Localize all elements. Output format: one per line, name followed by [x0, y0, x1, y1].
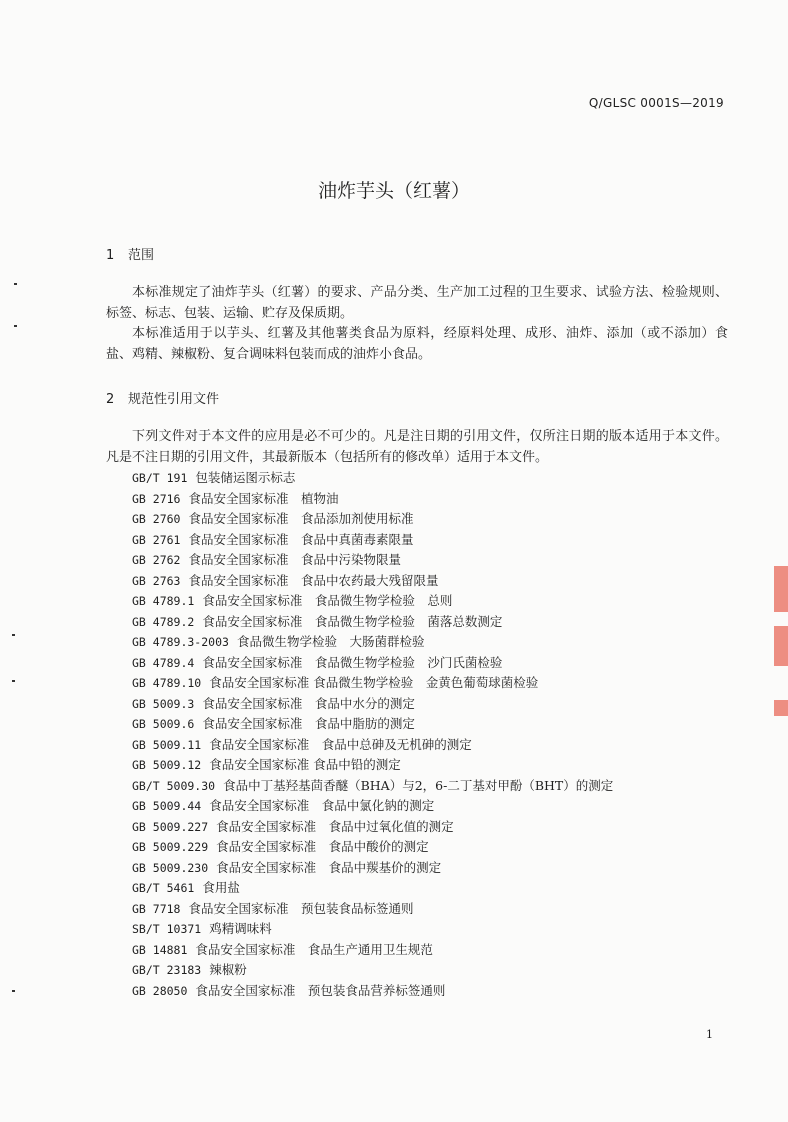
- reference-code: GB/T 5009.30: [132, 778, 216, 793]
- reference-code: GB 4789.10: [132, 676, 202, 690]
- section-1-number: 1: [106, 248, 115, 263]
- reference-item: [132, 571, 613, 592]
- reference-code: GB 2762: [132, 553, 181, 567]
- reference-code: GB 5009.44: [132, 799, 202, 813]
- reference-title: 食品安全国家标准 食品中脂肪的测定: [202, 716, 415, 731]
- standard-code: Q/GLSC 0001S—2019: [588, 96, 724, 110]
- reference-title: 食品安全国家标准 食品中真菌毒素限量: [188, 531, 414, 547]
- reference-title: 食品微生物学检验 大肠菌群检验: [236, 634, 425, 649]
- reference-code: GB 5009.3: [132, 696, 195, 711]
- reference-item: [132, 960, 613, 981]
- section-2-title: 规范性引用文件: [128, 392, 220, 407]
- section-2-number: 2: [106, 392, 115, 407]
- reference-title: 鸡精调味料: [209, 921, 272, 936]
- reference-title: 食品安全国家标准 食品微生物学检验 菌落总数测定: [202, 613, 503, 629]
- reference-item: [132, 735, 613, 756]
- reference-code: GB 2763: [132, 573, 181, 588]
- reference-title: 食品安全国家标准 植物油: [188, 490, 339, 506]
- reference-item: [132, 940, 613, 961]
- reference-title: 食品安全国家标准 食品中水分的测定: [202, 695, 415, 711]
- scan-speck: [12, 680, 15, 682]
- section-2-intro: 下列文件对于本文件的应用是必不可少的。凡是注日期的引用文件，仅所注日期的版本适用于本文件。凡是不注日期的引用文件，其最新版本（包括所有的修改单）适用于本文件。: [106, 429, 728, 465]
- reference-code: GB 4789.2: [132, 614, 195, 629]
- section-1-title: 范围: [128, 248, 155, 263]
- section-1-heading: [106, 244, 154, 263]
- reference-title: 食品安全国家标准 食品中总砷及无机砷的测定: [209, 736, 472, 752]
- reference-title: 食品安全国家标准 食品生产通用卫生规范: [195, 941, 433, 957]
- reference-code: GB 5009.11: [132, 737, 202, 752]
- reference-title: 食品安全国家标准 食品中羰基价的测定: [216, 859, 442, 875]
- red-seal-edge: [774, 566, 788, 612]
- reference-item: [132, 919, 613, 940]
- reference-title: 辣椒粉: [209, 962, 247, 977]
- reference-title: 食品安全国家标准 食品添加剂使用标准: [188, 511, 414, 526]
- section-2-heading: [106, 388, 219, 407]
- reference-item: [132, 489, 613, 510]
- reference-code: GB 5009.229: [132, 840, 209, 854]
- reference-item: [132, 817, 613, 838]
- reference-title: 食品安全国家标准 食品中铅的测定: [209, 757, 401, 772]
- reference-item: [132, 755, 613, 776]
- reference-code: GB 7718: [132, 901, 181, 916]
- reference-item: [132, 632, 613, 653]
- reference-item: [132, 878, 613, 899]
- reference-code: GB 4789.1: [132, 594, 195, 608]
- reference-code: GB 2760: [132, 512, 181, 526]
- reference-code: GB 5009.6: [132, 717, 195, 731]
- reference-title: 食品安全国家标准 食品中过氧化值的测定: [216, 818, 454, 834]
- reference-code: GB 4789.4: [132, 655, 195, 670]
- reference-item: [132, 653, 613, 674]
- reference-title: 食用盐: [202, 880, 240, 895]
- reference-item: [132, 858, 613, 879]
- reference-code: GB 4789.3-2003: [132, 635, 229, 649]
- scan-speck: [14, 283, 17, 285]
- reference-item: [132, 899, 613, 920]
- reference-code: SB/T 10371: [132, 922, 202, 936]
- reference-code: GB 2761: [132, 532, 181, 547]
- reference-code: GB 28050: [132, 983, 188, 998]
- reference-code: GB/T 191: [132, 471, 188, 485]
- red-seal-edge: [774, 626, 788, 666]
- reference-code: GB 14881: [132, 942, 188, 957]
- reference-title: 食品安全国家标准 食品中酸价的测定: [216, 839, 429, 854]
- reference-title: 食品安全国家标准 预包装食品营养标签通则: [195, 982, 446, 998]
- reference-code: GB 5009.227: [132, 819, 209, 834]
- reference-item: [132, 837, 613, 858]
- reference-title: 食品安全国家标准 食品中污染物限量: [188, 552, 401, 567]
- page-number: 1: [706, 1028, 713, 1041]
- reference-item: [132, 550, 613, 571]
- reference-code: GB 2716: [132, 491, 181, 506]
- document-title: 油炸芋头（红薯）: [317, 180, 470, 202]
- reference-item: [132, 591, 613, 612]
- scan-speck: [14, 325, 17, 327]
- reference-code: GB 5009.230: [132, 860, 209, 875]
- reference-item: [132, 776, 613, 797]
- reference-code: GB 5009.12: [132, 758, 202, 772]
- reference-title: 包装储运图示标志: [195, 470, 296, 485]
- reference-list: [132, 468, 613, 1001]
- reference-item: [132, 714, 613, 735]
- reference-item: [132, 694, 613, 715]
- reference-code: GB/T 5461: [132, 881, 195, 895]
- reference-item: [132, 509, 613, 530]
- red-seal-edge: [774, 700, 788, 716]
- section-1-paragraph-2: 本标准适用于以芋头、红薯及其他薯类食品为原料，经原料处理、成形、油炸、添加（或不添加）食盐、鸡精、辣椒粉、复合调味料包装而成的油炸小食品。: [106, 326, 728, 362]
- reference-item: [132, 468, 613, 489]
- reference-item: [132, 612, 613, 633]
- reference-code: GB/T 23183: [132, 963, 202, 977]
- scan-speck: [12, 990, 15, 992]
- reference-title: 食品安全国家标准 食品微生物学检验 金黄色葡萄球菌检验: [209, 675, 539, 690]
- reference-title: 食品安全国家标准 食品中氯化钠的测定: [209, 798, 435, 813]
- reference-title: 食品中丁基羟基茴香醚（BHA）与2，6-二丁基对甲酚（BHT）的测定: [223, 777, 614, 793]
- section-1-paragraph-1: 本标准规定了油炸芋头（红薯）的要求、产品分类、生产加工过程的卫生要求、试验方法、检验规则、标签、标志、包装、运输、贮存及保质期。: [106, 285, 728, 321]
- reference-title: 食品安全国家标准 食品中农药最大残留限量: [188, 572, 439, 588]
- reference-item: [132, 981, 613, 1002]
- reference-title: 食品安全国家标准 食品微生物学检验 沙门氏菌检验: [202, 654, 503, 670]
- reference-title: 食品安全国家标准 预包装食品标签通则: [188, 900, 414, 916]
- scan-speck: [12, 634, 15, 636]
- reference-item: [132, 530, 613, 551]
- reference-item: [132, 673, 613, 694]
- reference-title: 食品安全国家标准 食品微生物学检验 总则: [202, 593, 453, 608]
- reference-item: [132, 796, 613, 817]
